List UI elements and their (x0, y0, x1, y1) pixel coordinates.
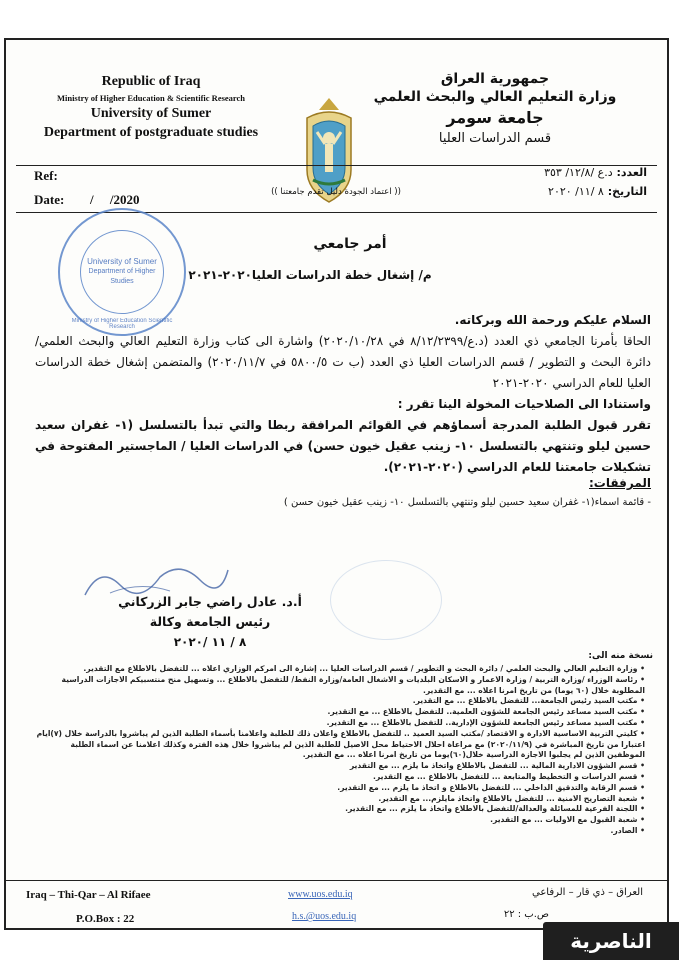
copy-recipient-item: • مكتب السيد مساعد رئيس الجامعة للشؤون الإدارية.. للتفضل بالاطلاع ... مع التقدير. (326, 717, 645, 727)
authority-line: واستنادا الى الصلاحيات المخولة الينا تقرر : (397, 397, 651, 411)
header-en-university: University of Sumer (90, 106, 212, 121)
paragraph-decision: تقرر قبول الطلبة المدرجة أسماؤهم في القوائم المرافقة ربطا والتي تبدأ بالتسلسل (١- غفران سعيد حسين ليلو وتنتهي بالتسلسل ١٠- زينب عقيل خيون حسن) في الدراسات العليا / الماجستير المفتوحة في تشكيلات جامعتنا للعام الدراسي (٢٠٢٠-٢٠٢١). (35, 418, 651, 474)
stamp-text-university: University of Sumer (87, 257, 157, 266)
greeting: السلام عليكم ورحمة الله وبركاته. (454, 313, 651, 327)
copy-recipient-item: • رئاسة الوزراء /وزارة التربية / وزارة الاعمار و الاسكان البلديات و الاشغال العامة/وزارة النفط/ للتفضل بالاطلاع ... وتسهيل منح منتسبيكم الاجازات الدراسية المطلوبة خلال (٦٠ يوما) من تاريخ امرنا اعلاه ... مع التقدير. (61, 674, 645, 695)
ref-label: Ref: (34, 168, 58, 183)
header-ar-university: جامعة سومر (446, 108, 544, 127)
faint-seal-icon (330, 560, 442, 640)
header-en-country: Republic of Iraq (101, 74, 201, 89)
stamp-outer-text: Ministry of Higher Education Scientific Research (71, 318, 173, 330)
copies-label: نسخة منه الى: (588, 651, 653, 661)
footer-web-link[interactable]: www.uos.edu.iq (288, 889, 353, 900)
paragraph-reference: الحاقا بأمرنا الجامعي ذي العدد (د.ع/٨/١٢/٢٣٩٩ في ٢٠٢٠/١٠/٢٨) واشارة الى كتاب وزارة التعليم العالي والبحث العلمي/ دائرة البحث و التطوير / قسم الدراسات العليا ذي العدد (ب ت ٥٨٠٠/٥ في ٢٠٢٠/١١/٧) والمتضمن إشغال خطة الدراسات العليا للعام الدراسي ٢٠٢٠-٢٠٢١ (35, 334, 651, 390)
header-ar-department: قسم الدراسات العليا (438, 131, 552, 146)
date-ar-label: التاريخ: (607, 185, 647, 198)
date-ar-field (548, 185, 647, 198)
footer-address-ar: العراق – ذي قار – الرفاعي (531, 887, 643, 898)
header-ar-country: جمهورية العراق (440, 71, 550, 87)
copy-recipient-item: • مكتب السيد رئيس الجامعة... للتفضل بالاطلاع ... مع التقدير. (412, 696, 645, 706)
signatory-block (100, 592, 320, 652)
copy-recipient-item: • وزارة التعليم العالي والبحث العلمي / دائرة البحث و التطوير / قسم الدراسات العليا ... إشارة الى امركم الوزاري اعلاه ... للتفضل بالاطلاع مع التقدير. (83, 664, 645, 673)
copy-recipient-item: • اللجنة الفرعية للمسائلة والعدالة/للتفضل بالاطلاع واتخاذ ما يلزم ... مع التقدير. (345, 804, 645, 814)
date-label: Date: (34, 192, 65, 207)
order-subject: م/ إشغال خطة الدراسات العليا٢٠٢٠-٢٠٢١ (188, 268, 432, 282)
header-en-ministry: Ministry of Higher Education & Scientific Research (56, 93, 246, 103)
watermark-logo (543, 922, 679, 960)
signatory-title: رئيس الجامعة وكالة (149, 614, 271, 629)
header-en-department: Department of postgraduate studies (43, 125, 259, 140)
quality-motto: (( اعتماد الجودة دليل تقدم جامعتنا )) (271, 187, 401, 197)
stamp-inner-ring (80, 230, 164, 314)
copy-recipient-item: • كليتي التربية الاساسية الادارة و الاقتصاد /مكتب السيد العميد .. للتفضل بالاطلاع واعلان ذلك للطلبة واعلامنا بأسماء الطلبة الذين لم يباشروا بالدراسة خلال (٧)ايام اعتبارا من تاريخ المباشرة في (٢٠٢٠/١١/٩) مع مراعاة احلال الاحتياط محل الاصيل للطلبة الذين لم يباشروا خلال هذه الفترة وكذلك اعلامنا عن اسماء الطلبة الموظفين الذين لم يجلبوا الاجازة الدراسية خلال(٦٠)يوما من تاريخ امرنا اعلاه ... مع التقدير. (36, 728, 645, 760)
copy-recipient-item: • الصادر. (610, 825, 645, 835)
copy-recipient-item: • قسم الدراسات و التخطيط والمتابعة ... للتفضل بالاطلاع ... مع التقدير. (373, 771, 645, 781)
signatory-date: ٨ / ١١ /٢٠٢٠ (173, 635, 247, 649)
copy-recipient-item: • قسم الشؤون الادارية المالية ... للتفضل بالاطلاع واتخاذ ما يلزم ... مع التقدير (349, 761, 645, 771)
number-label: العدد: (616, 166, 647, 179)
header-ar (345, 70, 645, 149)
copy-recipient-item: • مكتب السيد مساعد رئيس الجامعة للشؤون العلمية.. للتفضل بالاطلاع ... مع التقدير. (327, 707, 645, 717)
copy-recipient-item: • شعبة التصاريح الامنية ... للتفضل بالاطلاع واتخاذ مايلزم... مع التقدير. (378, 793, 645, 803)
stamp-text-department: Department of Higher Studies (88, 268, 156, 285)
header-ar-ministry: وزارة التعليم العالي والبحث العلمي (373, 89, 617, 105)
attachments-label: المرفقات: (589, 476, 651, 490)
attachment-item: - قائمة اسماء(١- غفران سعيد حسين ليلو وتنتهي بالتسلسل ١٠- زينب عقيل خيون حسن ) (283, 497, 651, 508)
footer-pobox-en: P.O.Box : 22 (76, 913, 135, 925)
signatory-name: أ.د. عادل راضي جابر الزركاني (118, 594, 302, 609)
number-field (544, 166, 647, 179)
copy-recipient-item: • شعبة القبول مع الاوليات ... مع التقدير. (490, 815, 645, 825)
copy-recipient-item: • قسم الرقابة والتدقيق الداخلي ... للتفضل بالاطلاع و اتخاذ ما يلزم ... مع التقدير. (337, 782, 645, 792)
footer-address-en: Iraq – Thi-Qar – Al Rifaee (26, 889, 151, 901)
watermark-text: الناصرية (570, 929, 652, 953)
date-value: / /2020 (90, 192, 140, 207)
footer-email-link[interactable]: h.s.@uos.edu.iq (292, 911, 357, 922)
number-value: د.ع /١٢/٨/ ٣٥٣ (544, 166, 613, 179)
header-en (26, 73, 276, 142)
order-title: أمر جامعي (313, 236, 387, 252)
copies-list (35, 664, 653, 837)
date-ar-value: ٨ /١١/ ٢٠٢٠ (548, 185, 604, 198)
footer-pobox-ar: ص.ب : ٢٢ (503, 909, 549, 920)
